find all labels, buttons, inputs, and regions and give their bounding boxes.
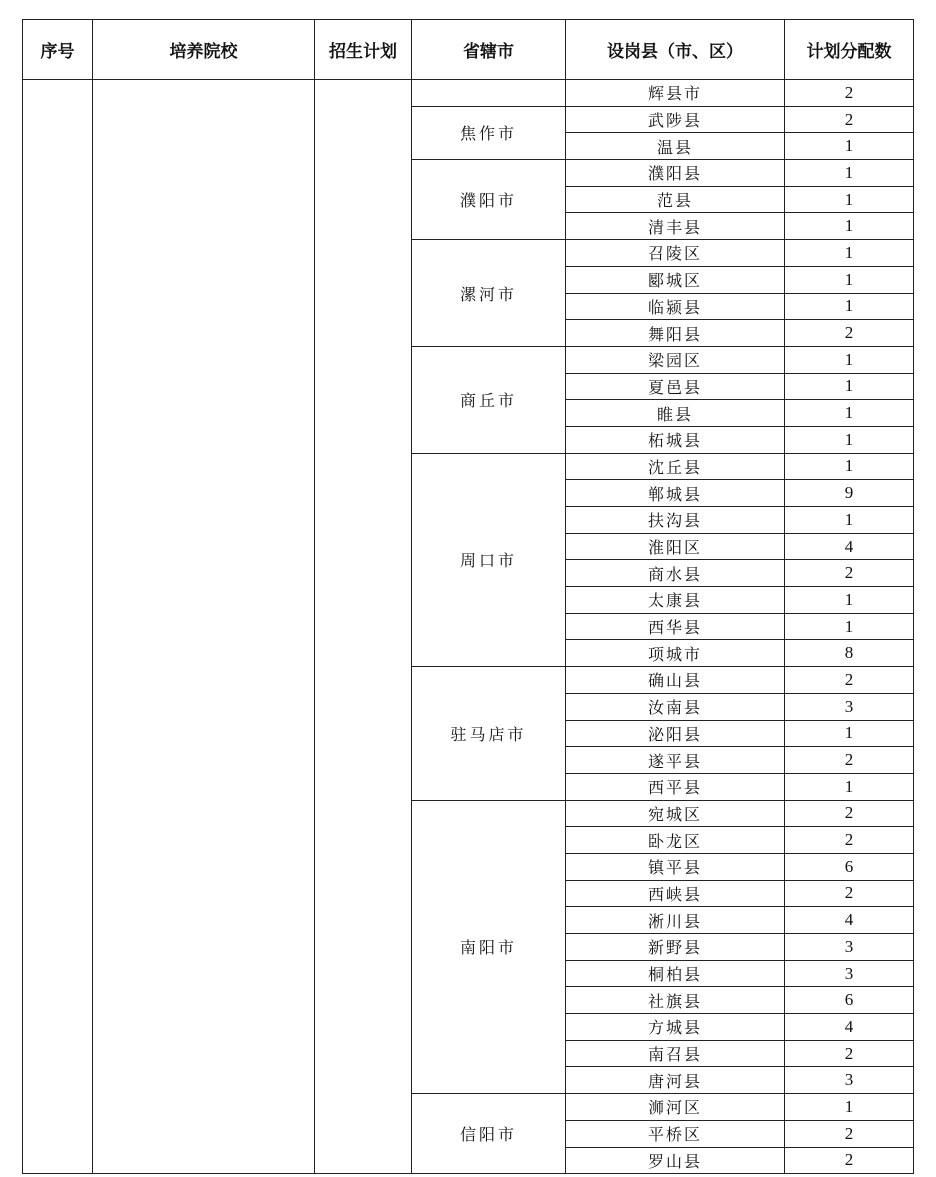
quota-cell: 1	[785, 453, 914, 480]
quota-cell: 2	[785, 1147, 914, 1174]
quota-cell: 1	[785, 160, 914, 187]
quota-cell: 2	[785, 320, 914, 347]
quota-cell: 1	[785, 133, 914, 160]
county-cell: 太康县	[566, 587, 785, 614]
county-cell: 罗山县	[566, 1147, 785, 1174]
city-cell: 漯河市	[412, 240, 566, 347]
county-cell: 濮阳县	[566, 160, 785, 187]
quota-cell: 2	[785, 1120, 914, 1147]
plan-cell	[315, 80, 412, 1174]
table-body	[23, 80, 914, 1174]
county-cell: 淮阳区	[566, 533, 785, 560]
quota-cell: 1	[785, 400, 914, 427]
county-cell: 唐河县	[566, 1067, 785, 1094]
quota-cell: 2	[785, 747, 914, 774]
quota-cell: 1	[785, 266, 914, 293]
quota-cell: 1	[785, 293, 914, 320]
quota-cell: 4	[785, 907, 914, 934]
quota-cell: 2	[785, 800, 914, 827]
county-cell: 临颍县	[566, 293, 785, 320]
city-cell: 驻马店市	[412, 667, 566, 800]
quota-cell: 2	[785, 560, 914, 587]
county-cell: 郾城区	[566, 266, 785, 293]
county-cell: 范县	[566, 186, 785, 213]
quota-cell: 1	[785, 213, 914, 240]
city-cell: 周口市	[412, 453, 566, 667]
quota-cell: 1	[785, 1094, 914, 1121]
city-cell	[412, 80, 566, 107]
quota-cell: 8	[785, 640, 914, 667]
quota-cell: 2	[785, 106, 914, 133]
quota-cell: 6	[785, 853, 914, 880]
quota-cell: 1	[785, 240, 914, 267]
county-cell: 扶沟县	[566, 507, 785, 534]
quota-cell: 2	[785, 1040, 914, 1067]
quota-cell: 3	[785, 693, 914, 720]
city-cell: 信阳市	[412, 1094, 566, 1174]
quota-cell: 1	[785, 346, 914, 373]
county-cell: 社旗县	[566, 987, 785, 1014]
county-cell: 西平县	[566, 773, 785, 800]
seq-cell	[23, 80, 93, 1174]
city-cell: 南阳市	[412, 800, 566, 1094]
county-cell: 柘城县	[566, 426, 785, 453]
county-cell: 确山县	[566, 667, 785, 694]
county-cell: 武陟县	[566, 106, 785, 133]
quota-cell: 1	[785, 587, 914, 614]
county-cell: 清丰县	[566, 213, 785, 240]
header-county: 设岗县（市、区）	[566, 20, 785, 80]
city-cell: 濮阳市	[412, 160, 566, 240]
quota-cell: 3	[785, 934, 914, 961]
county-cell: 西华县	[566, 613, 785, 640]
quota-cell: 1	[785, 720, 914, 747]
county-cell: 浉河区	[566, 1094, 785, 1121]
county-cell: 项城市	[566, 640, 785, 667]
quota-cell: 1	[785, 426, 914, 453]
quota-cell: 2	[785, 880, 914, 907]
table-row	[23, 80, 914, 107]
county-cell: 泌阳县	[566, 720, 785, 747]
school-cell	[93, 80, 315, 1174]
quota-cell: 1	[785, 373, 914, 400]
county-cell: 召陵区	[566, 240, 785, 267]
county-cell: 睢县	[566, 400, 785, 427]
quota-cell: 1	[785, 613, 914, 640]
header-seq: 序号	[23, 20, 93, 80]
quota-cell: 9	[785, 480, 914, 507]
county-cell: 辉县市	[566, 80, 785, 107]
county-cell: 商水县	[566, 560, 785, 587]
city-cell: 商丘市	[412, 346, 566, 453]
quota-cell: 2	[785, 827, 914, 854]
header-city: 省辖市	[412, 20, 566, 80]
quota-cell: 1	[785, 186, 914, 213]
county-cell: 卧龙区	[566, 827, 785, 854]
county-cell: 郸城县	[566, 480, 785, 507]
header-school: 培养院校	[93, 20, 315, 80]
header-quota: 计划分配数	[785, 20, 914, 80]
quota-cell: 2	[785, 667, 914, 694]
county-cell: 舞阳县	[566, 320, 785, 347]
county-cell: 汝南县	[566, 693, 785, 720]
county-cell: 新野县	[566, 934, 785, 961]
quota-cell: 4	[785, 533, 914, 560]
quota-cell: 1	[785, 773, 914, 800]
county-cell: 西峡县	[566, 880, 785, 907]
quota-cell: 2	[785, 80, 914, 107]
county-cell: 温县	[566, 133, 785, 160]
county-cell: 沈丘县	[566, 453, 785, 480]
quota-cell: 4	[785, 1014, 914, 1041]
county-cell: 淅川县	[566, 907, 785, 934]
county-cell: 平桥区	[566, 1120, 785, 1147]
quota-cell: 6	[785, 987, 914, 1014]
header-plan: 招生计划	[315, 20, 412, 80]
quota-cell: 3	[785, 960, 914, 987]
quota-cell: 3	[785, 1067, 914, 1094]
county-cell: 镇平县	[566, 853, 785, 880]
county-cell: 方城县	[566, 1014, 785, 1041]
county-cell: 桐柏县	[566, 960, 785, 987]
quota-cell: 1	[785, 507, 914, 534]
county-cell: 宛城区	[566, 800, 785, 827]
county-cell: 夏邑县	[566, 373, 785, 400]
county-cell: 遂平县	[566, 747, 785, 774]
county-cell: 南召县	[566, 1040, 785, 1067]
quota-allocation-table	[22, 19, 914, 1174]
header-row	[23, 20, 914, 80]
city-cell: 焦作市	[412, 106, 566, 159]
county-cell: 梁园区	[566, 346, 785, 373]
